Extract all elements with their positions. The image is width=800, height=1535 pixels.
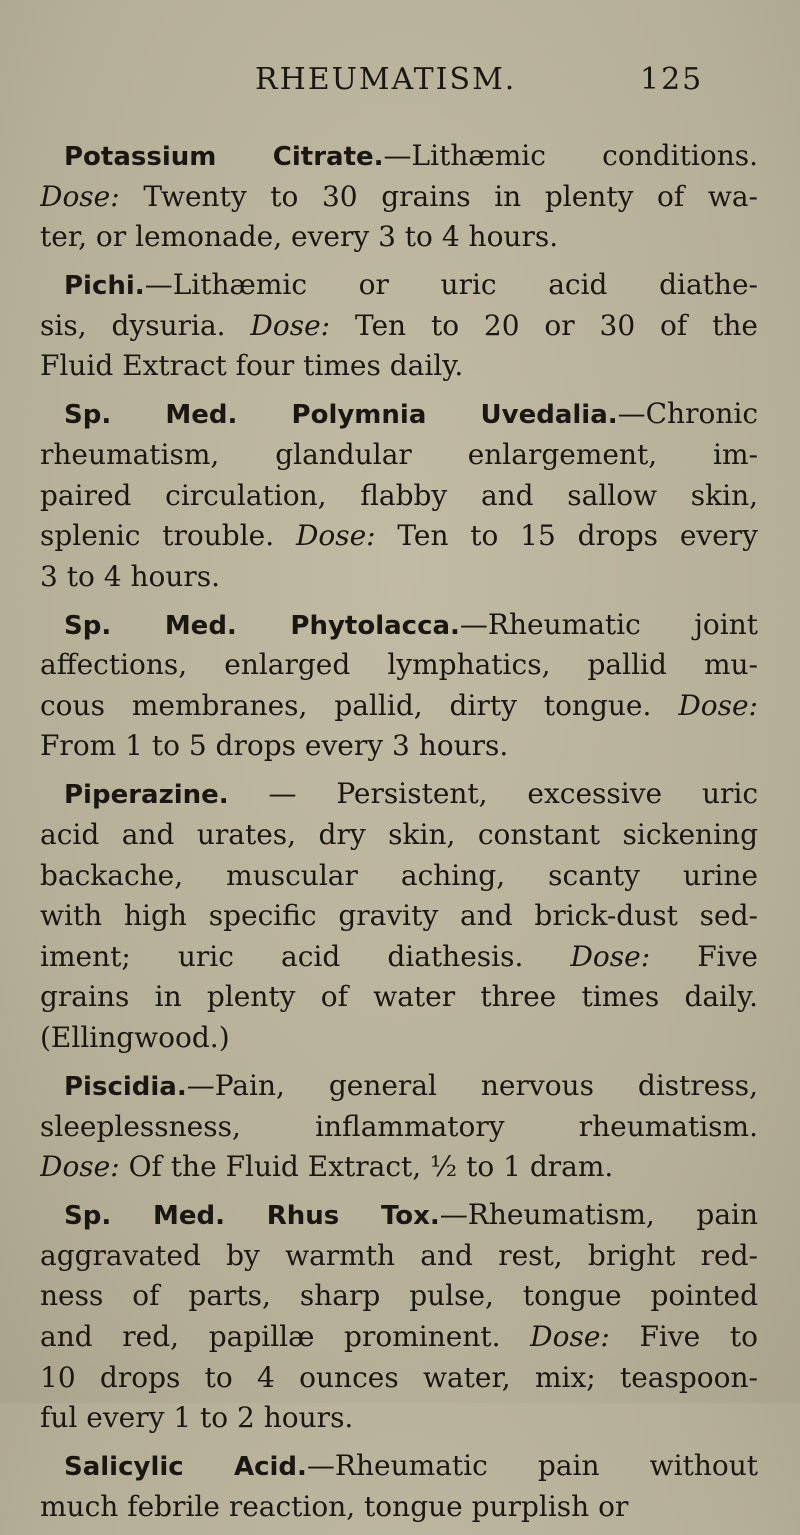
text-run: rheumatism, glandular enlargement, im- <box>40 437 758 471</box>
text-run: 10 drops to 4 ounces water, mix; teaspoon- <box>40 1360 758 1394</box>
entry-paragraph <box>40 136 758 258</box>
text-line <box>40 1195 758 1236</box>
text-run: Five to <box>609 1319 758 1353</box>
dose-label: Dose: <box>570 939 651 973</box>
entry-paragraph <box>40 605 758 767</box>
dose-label: Dose: <box>295 519 376 553</box>
remedy-heading: Sp. Med. Rhus Tox. <box>64 1201 440 1232</box>
text-run: —Lithæmic or uric acid diathe- <box>144 268 758 302</box>
text-run: Fluid Extract four times daily. <box>40 349 464 383</box>
text-line <box>40 516 758 557</box>
text-line <box>40 977 758 1018</box>
text-line <box>40 1107 758 1148</box>
body-text <box>40 136 758 1535</box>
text-line <box>40 605 758 646</box>
text-line <box>40 1446 758 1487</box>
text-line <box>40 1066 758 1107</box>
text-line <box>40 177 758 218</box>
entry-paragraph <box>40 1066 758 1188</box>
text-run: affections, enlarged lymphatics, pallid mu- <box>40 648 758 682</box>
text-run: ness of parts, sharp pulse, tongue pointed <box>40 1279 758 1313</box>
text-line <box>40 394 758 435</box>
text-run: —Rheumatic pain without <box>306 1449 758 1483</box>
remedy-heading: Salicylic Acid. <box>64 1452 307 1483</box>
text-run: —Rheumatism, pain <box>439 1198 758 1232</box>
remedy-heading: Piscidia. <box>64 1072 187 1103</box>
entry-paragraph <box>40 774 758 1058</box>
text-run: —Lithæmic conditions. <box>383 139 758 172</box>
text-run: —Chronic <box>617 397 758 431</box>
text-line <box>40 774 758 815</box>
text-line <box>40 476 758 517</box>
text-line <box>40 1018 758 1059</box>
text-line <box>40 896 758 937</box>
text-line <box>40 645 758 686</box>
text-line <box>40 435 758 476</box>
text-run: Ten to 15 drops every <box>375 519 758 553</box>
text-run: with high specific gravity and brick-dust sed- <box>40 899 758 933</box>
text-run: 3 to 4 hours. <box>40 559 221 593</box>
text-line <box>40 686 758 727</box>
entry-paragraph <box>40 1195 758 1439</box>
text-run: acid and urates, dry skin, constant sickening <box>40 818 758 852</box>
text-line <box>40 1317 758 1358</box>
text-line <box>40 1398 758 1439</box>
text-line <box>40 1487 758 1528</box>
text-line <box>40 1276 758 1317</box>
text-line <box>40 1236 758 1277</box>
text-run: sis, dysuria. <box>40 308 251 342</box>
entry-paragraph <box>40 265 758 387</box>
text-run: iment; uric acid diathesis. <box>40 939 571 973</box>
entry-paragraph <box>40 394 758 597</box>
text-run: much febrile reaction, tongue purplish or <box>40 1489 629 1523</box>
text-run: Of the Fluid Extract, ½ to 1 dram. <box>119 1150 614 1184</box>
dose-label: Dose: <box>678 688 758 722</box>
text-run: and red, papillæ prominent. <box>40 1319 531 1353</box>
remedy-heading: Sp. Med. Phytolacca. <box>64 610 460 641</box>
text-run: aggravated by warmth and rest, bright red- <box>40 1238 758 1272</box>
text-run: paired circulation, flabby and sallow skin, <box>40 478 758 512</box>
dose-label: Dose: <box>530 1319 610 1353</box>
text-line <box>40 726 758 767</box>
text-run: From 1 to 5 drops every 3 hours. <box>40 729 509 763</box>
text-run: Ten to 20 or 30 of the <box>330 308 758 342</box>
running-title: RHEUMATISM. <box>255 62 517 97</box>
text-run: cous membranes, pallid, dirty tongue. <box>40 688 679 722</box>
remedy-heading: Pichi. <box>64 271 145 302</box>
text-run: backache, muscular aching, scanty urine <box>40 858 758 892</box>
text-run: — Persistent, excessive uric <box>228 777 758 811</box>
text-run: ter, or lemonade, every 3 to 4 hours. <box>40 220 559 254</box>
text-line <box>40 856 758 897</box>
text-run: sleeplessness, inflammatory rheumatism. <box>40 1109 758 1143</box>
remedy-heading: Sp. Med. Polymnia Uvedalia. <box>64 400 618 431</box>
text-run: Twenty to 30 grains in plenty of wa- <box>119 179 758 213</box>
text-run: —Pain, general nervous distress, <box>186 1069 758 1103</box>
page-header <box>0 62 800 106</box>
entry-paragraph <box>40 1446 758 1527</box>
page-number: 125 <box>640 62 704 97</box>
text-line <box>40 136 758 177</box>
dose-label: Dose: <box>40 179 120 213</box>
text-run: (Ellingwood.) <box>40 1021 230 1055</box>
text-run: —Rheumatic joint <box>459 607 758 641</box>
text-line <box>40 1358 758 1399</box>
text-line <box>40 557 758 598</box>
text-line <box>40 815 758 856</box>
text-line <box>40 265 758 306</box>
text-run: splenic trouble. <box>40 519 296 553</box>
remedy-heading: Potassium Citrate. <box>64 142 384 172</box>
text-line <box>40 346 758 387</box>
text-line <box>40 306 758 347</box>
text-run: grains in plenty of water three times daily. <box>40 980 758 1014</box>
remedy-heading: Piperazine. <box>64 780 229 811</box>
text-line <box>40 1147 758 1188</box>
text-run: Five <box>650 939 758 973</box>
text-line <box>40 937 758 978</box>
text-line <box>40 217 758 258</box>
text-run: ful every 1 to 2 hours. <box>40 1401 354 1435</box>
dose-label: Dose: <box>250 308 331 342</box>
dose-label: Dose: <box>40 1150 120 1184</box>
